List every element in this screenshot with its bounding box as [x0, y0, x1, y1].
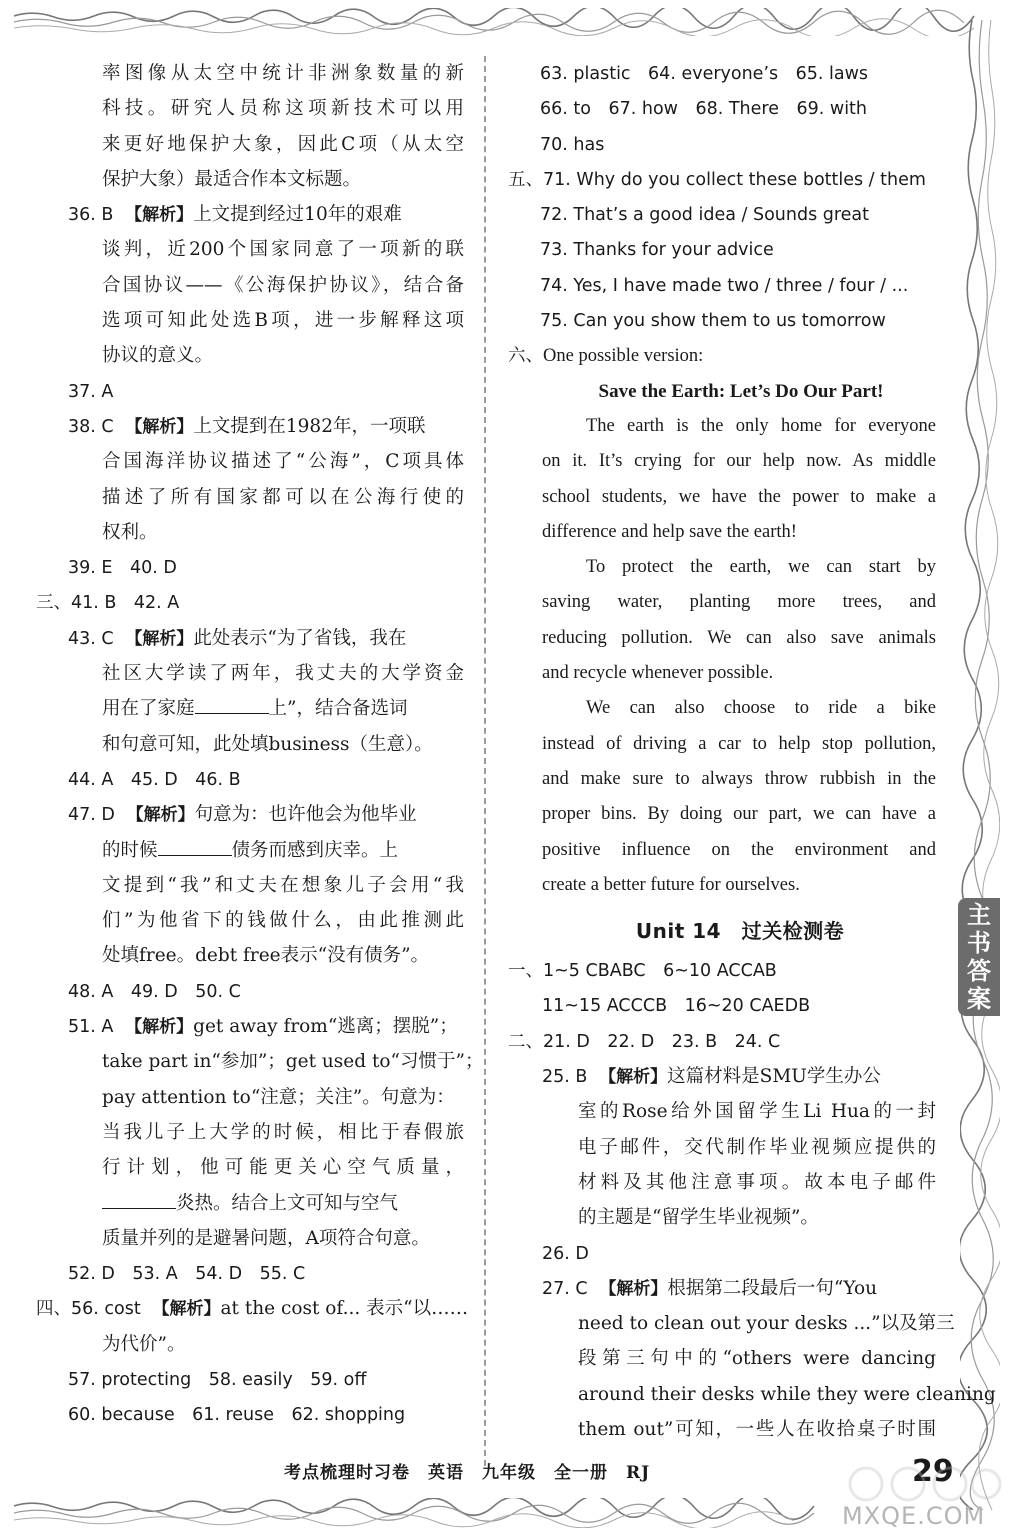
answer-text: 句意为：也许他会为他毕业 [194, 804, 417, 826]
answer-number: 44. A 45. D 46. B [68, 769, 241, 790]
answer-item-75 [508, 303, 936, 338]
answer-text: 上文提到在1982年，一项联 [193, 415, 426, 437]
answer-text: 权利。 [102, 521, 158, 543]
answer-text: 根据第二段最后一句“You [667, 1277, 878, 1299]
answer-item-57-59 [36, 1362, 464, 1397]
answer-line [36, 1327, 464, 1362]
answer-line [36, 338, 464, 373]
analysis-tag: 【解析】 [599, 1067, 668, 1088]
answer-text: 上”，结合备选词 [268, 698, 408, 720]
answer-item-38 [36, 409, 464, 444]
answer-number: 38. C [68, 416, 114, 437]
tab-label: 答案 [967, 957, 991, 1013]
answer-text: 这篇材料是SMU学生办公 [667, 1066, 881, 1088]
essay-title: Save the Earth: Let’s Do Our Part! [598, 380, 884, 402]
analysis-tag: 【解析】 [125, 416, 194, 437]
right-decorative-border [960, 20, 1000, 1510]
essay-line: To protect the earth, we can start by [586, 557, 936, 578]
answer-line [36, 303, 464, 338]
answer-line [508, 1094, 936, 1129]
answer-text: 炎热。结合上文可知与空气 [176, 1192, 399, 1214]
answer-item-26 [508, 1236, 936, 1271]
answer-text: 电子邮件，交代制作毕业视频应提供的 [578, 1136, 936, 1158]
answer-text: 材料及其他注意事项。故本电子邮件 [578, 1171, 936, 1193]
section-five [508, 162, 936, 197]
answer-text: 描述了所有国家都可以在公海行使的 [102, 486, 464, 508]
unit-title: Unit 14 过关检测卷 [635, 919, 845, 944]
answer-section-tab [958, 898, 1000, 1016]
answer-line [36, 480, 464, 515]
answer-number: 63. plastic 64. everyone’s 65. laws [540, 64, 869, 84]
answer-text: 室的Rose给外国留学生Li Hua的一封 [578, 1101, 936, 1123]
answer-line [36, 232, 464, 267]
section-four [36, 1291, 469, 1326]
essay-line: The earth is the only home for everyone [586, 415, 936, 436]
answer-text: 用在了家庭 [102, 698, 195, 720]
section-number: 二、 [508, 1031, 543, 1052]
answer-number: 39. E 40. D [68, 558, 177, 579]
answer-text: 上文提到经过10年的艰难 [193, 204, 402, 226]
answer-line [36, 1115, 464, 1150]
essay-line: on it. It’s crying for our help now. As middle [542, 451, 936, 472]
essay-line: and make sure to always throw rubbish in the [542, 768, 936, 789]
section-three [36, 585, 464, 620]
answer-line [36, 903, 464, 938]
answer-item-39-40 [36, 550, 464, 585]
answer-text: 处填free。debt free表示“没有债务”。 [102, 945, 430, 967]
answer-item-44-46 [36, 762, 464, 797]
answer-number: 51. A [68, 1017, 114, 1038]
essay-line: create a better future for ourselves. [542, 874, 800, 895]
answer-text: at the cost of... 表示“以…… [220, 1298, 469, 1320]
essay-line: reducing pollution. We can also save animals [542, 627, 936, 648]
answer-text: need to clean out your desks ...”以及第三 [578, 1313, 955, 1335]
answer-line [508, 1341, 936, 1376]
answer-item-37 [36, 374, 464, 409]
answer-line [36, 515, 464, 550]
answer-number: 56. cost [71, 1299, 141, 1320]
answer-number: 11~15 ACCCB 16~20 CAEDB [542, 996, 811, 1017]
analysis-tag: 【解析】 [125, 628, 194, 649]
answer-text: 率图像从太空中统计非洲象数量的新 [102, 63, 464, 84]
answer-item-73 [508, 232, 936, 267]
analysis-tag: 【解析】 [599, 1278, 668, 1299]
page-number: 29 [912, 1454, 954, 1489]
answer-line [36, 444, 464, 479]
answer-number: 52. D 53. A 54. D 55. C [68, 1264, 306, 1285]
answer-text: 质量并列的是避暑问题，A项符合句意。 [102, 1227, 430, 1249]
answer-line [36, 868, 464, 903]
fill-blank [102, 1189, 176, 1209]
answer-number: 36. B [68, 205, 114, 226]
tab-label: 主书 [967, 901, 991, 957]
answer-line [36, 833, 464, 868]
essay-line: saving water, planting more trees, and [542, 592, 936, 613]
answer-text: 合国海洋协议描述了“公海”，C项具体 [102, 451, 464, 473]
answer-text: 们”为他省下的钱做什么，由此推测此 [102, 910, 464, 932]
section-number: 四、 [36, 1299, 71, 1320]
answer-text: around their desks while they were cleaning [578, 1383, 996, 1405]
answer-item-47 [36, 797, 464, 832]
answer-line [36, 938, 464, 973]
answer-item-74 [508, 268, 936, 303]
answer-text: 保护大象）最适合作本文标题。 [102, 168, 362, 190]
answer-text: 文提到“我”和丈夫在想象儿子会用“我 [102, 874, 464, 896]
answer-number: 74. Yes, I have made two / three / four / ... [540, 275, 909, 296]
top-decorative-border [14, 8, 1000, 36]
analysis-tag: 【解析】 [126, 805, 195, 826]
essay-line: positive influence on the environment and [542, 839, 936, 860]
answer-line [36, 727, 464, 762]
answer-line [36, 162, 464, 197]
answer-item-43 [36, 621, 464, 656]
answer-text: 段第三句中的“others were dancing [578, 1348, 936, 1370]
answer-line [36, 1186, 464, 1221]
answer-line [508, 1200, 936, 1235]
watermark-text: MXQE.COM [842, 1502, 986, 1530]
answer-item-27 [508, 1271, 936, 1306]
answer-line [36, 127, 464, 162]
essay-line: We can also choose to ride a bike [586, 698, 936, 719]
answer-line [36, 656, 464, 691]
answer-text: 协议的意义。 [102, 345, 214, 367]
analysis-tag: 【解析】 [125, 205, 194, 226]
analysis-tag: 【解析】 [152, 1299, 221, 1320]
answer-text: get away from“逃离；摆脱”； [193, 1016, 458, 1038]
section-one [508, 953, 936, 988]
answer-number: 75. Can you show them to us tomorrow [540, 311, 886, 332]
answer-text: them out”可知，一些人在收拾桌子时围 [578, 1418, 936, 1440]
answer-item-66-69 [508, 91, 936, 126]
fill-blank [158, 836, 232, 856]
section-number: 六、 [508, 346, 543, 367]
footer-book-title: 考点梳理时习卷 英语 九年级 全一册 RJ [284, 1463, 651, 1483]
section-two [508, 1024, 936, 1059]
answer-item-11-20 [508, 988, 936, 1023]
answer-line [36, 1150, 464, 1185]
answer-item-52-55 [36, 1256, 464, 1291]
answer-number: 71. Why do you collect these bottles / them [543, 169, 926, 190]
answer-text: take part in“参加”；get used to“习惯于”； [102, 1051, 484, 1073]
answer-item-25 [508, 1059, 936, 1094]
answer-line [36, 56, 464, 91]
answer-text: 社区大学读了两年，我丈夫的大学资金 [102, 663, 464, 685]
answer-text: 债务而感到庆幸。上 [231, 839, 399, 861]
answer-item-36 [36, 197, 464, 232]
answer-item-60-62 [36, 1397, 464, 1432]
answer-text: 科技。研究人员称这项新技术可以用 [102, 98, 464, 120]
fill-blank [195, 694, 269, 714]
section-number: 五、 [508, 169, 543, 190]
answer-line [508, 1130, 936, 1165]
answer-number: 37. A [68, 381, 114, 402]
essay-line: proper bins. By doing our part, we can have a [542, 804, 936, 825]
answer-number: 48. A 49. D 50. C [68, 981, 241, 1002]
answer-line [36, 268, 464, 303]
essay-line: school students, we have the power to make a [542, 486, 936, 507]
answer-line [508, 1165, 936, 1200]
answer-text: 和句意可知，此处填business（生意）。 [102, 733, 433, 755]
answer-text: 的时候 [102, 839, 158, 861]
answer-item-48-50 [36, 974, 464, 1009]
column-divider [484, 56, 486, 1466]
answer-number: 60. because 61. reuse 62. shopping [68, 1405, 406, 1426]
answer-item-63-65 [508, 56, 936, 91]
answer-number: 27. C [542, 1278, 588, 1299]
answer-item-70 [508, 127, 936, 162]
answer-line [36, 691, 464, 726]
answer-number: 26. D [542, 1243, 589, 1264]
answer-number: 57. protecting 58. easily 59. off [68, 1369, 367, 1390]
answer-line [36, 1080, 464, 1115]
section-number: 一、 [508, 961, 543, 982]
essay-line: instead of driving a car to help stop pollution, [542, 733, 936, 754]
answer-text: 谈判，近200个国家同意了一项新的联 [102, 239, 464, 261]
answer-number: 25. B [542, 1067, 588, 1088]
answer-number: 41. B 42. A [71, 593, 180, 614]
essay-body [508, 409, 936, 903]
answer-line [36, 91, 464, 126]
answer-item-51 [36, 1009, 464, 1044]
answer-text: 为代价”。 [102, 1333, 186, 1355]
analysis-tag: 【解析】 [125, 1017, 194, 1038]
answer-number: 72. That’s a good idea / Sounds great [540, 205, 870, 226]
answer-line [508, 1377, 996, 1412]
answer-text: 选项可知此处选B项，进一步解释这项 [102, 310, 464, 332]
answer-text: One possible version: [543, 346, 704, 367]
section-six [508, 338, 936, 373]
answer-number: 66. to 67. how 68. There 69. with [540, 99, 868, 120]
answer-number: 21. D 22. D 23. B 24. C [543, 1031, 781, 1052]
left-column [36, 56, 484, 1433]
answer-text: 行计划，他可能更关心空气质量， [102, 1157, 464, 1179]
answer-line [36, 1044, 484, 1079]
essay-line: and recycle whenever possible. [542, 663, 774, 684]
answer-text: 此处表示“为了省钱，我在 [193, 627, 407, 649]
answer-text: 的主题是“留学生毕业视频”。 [578, 1207, 819, 1229]
answer-item-72 [508, 197, 936, 232]
answer-line [508, 1412, 936, 1447]
answer-line [508, 1306, 955, 1341]
answer-number: 47. D [68, 805, 115, 826]
answer-line [36, 1221, 464, 1256]
section-number: 三、 [36, 593, 71, 614]
essay-line: difference and help save the earth! [542, 521, 797, 542]
answer-text: 当我儿子上大学的时候，相比于春假旅 [102, 1121, 464, 1143]
answer-text: 来更好地保护大象，因此C项（从太空 [102, 133, 464, 155]
answer-number: 1~5 CBABC 6~10 ACCAB [543, 961, 777, 982]
answer-number: 73. Thanks for your advice [540, 240, 774, 261]
answer-number: 43. C [68, 628, 114, 649]
answer-text: pay attention to“注意；关注”。句意为： [102, 1086, 455, 1108]
answer-number: 70. has [540, 134, 605, 155]
answer-text: 合国协议——《公海保护协议》，结合备 [102, 274, 464, 296]
